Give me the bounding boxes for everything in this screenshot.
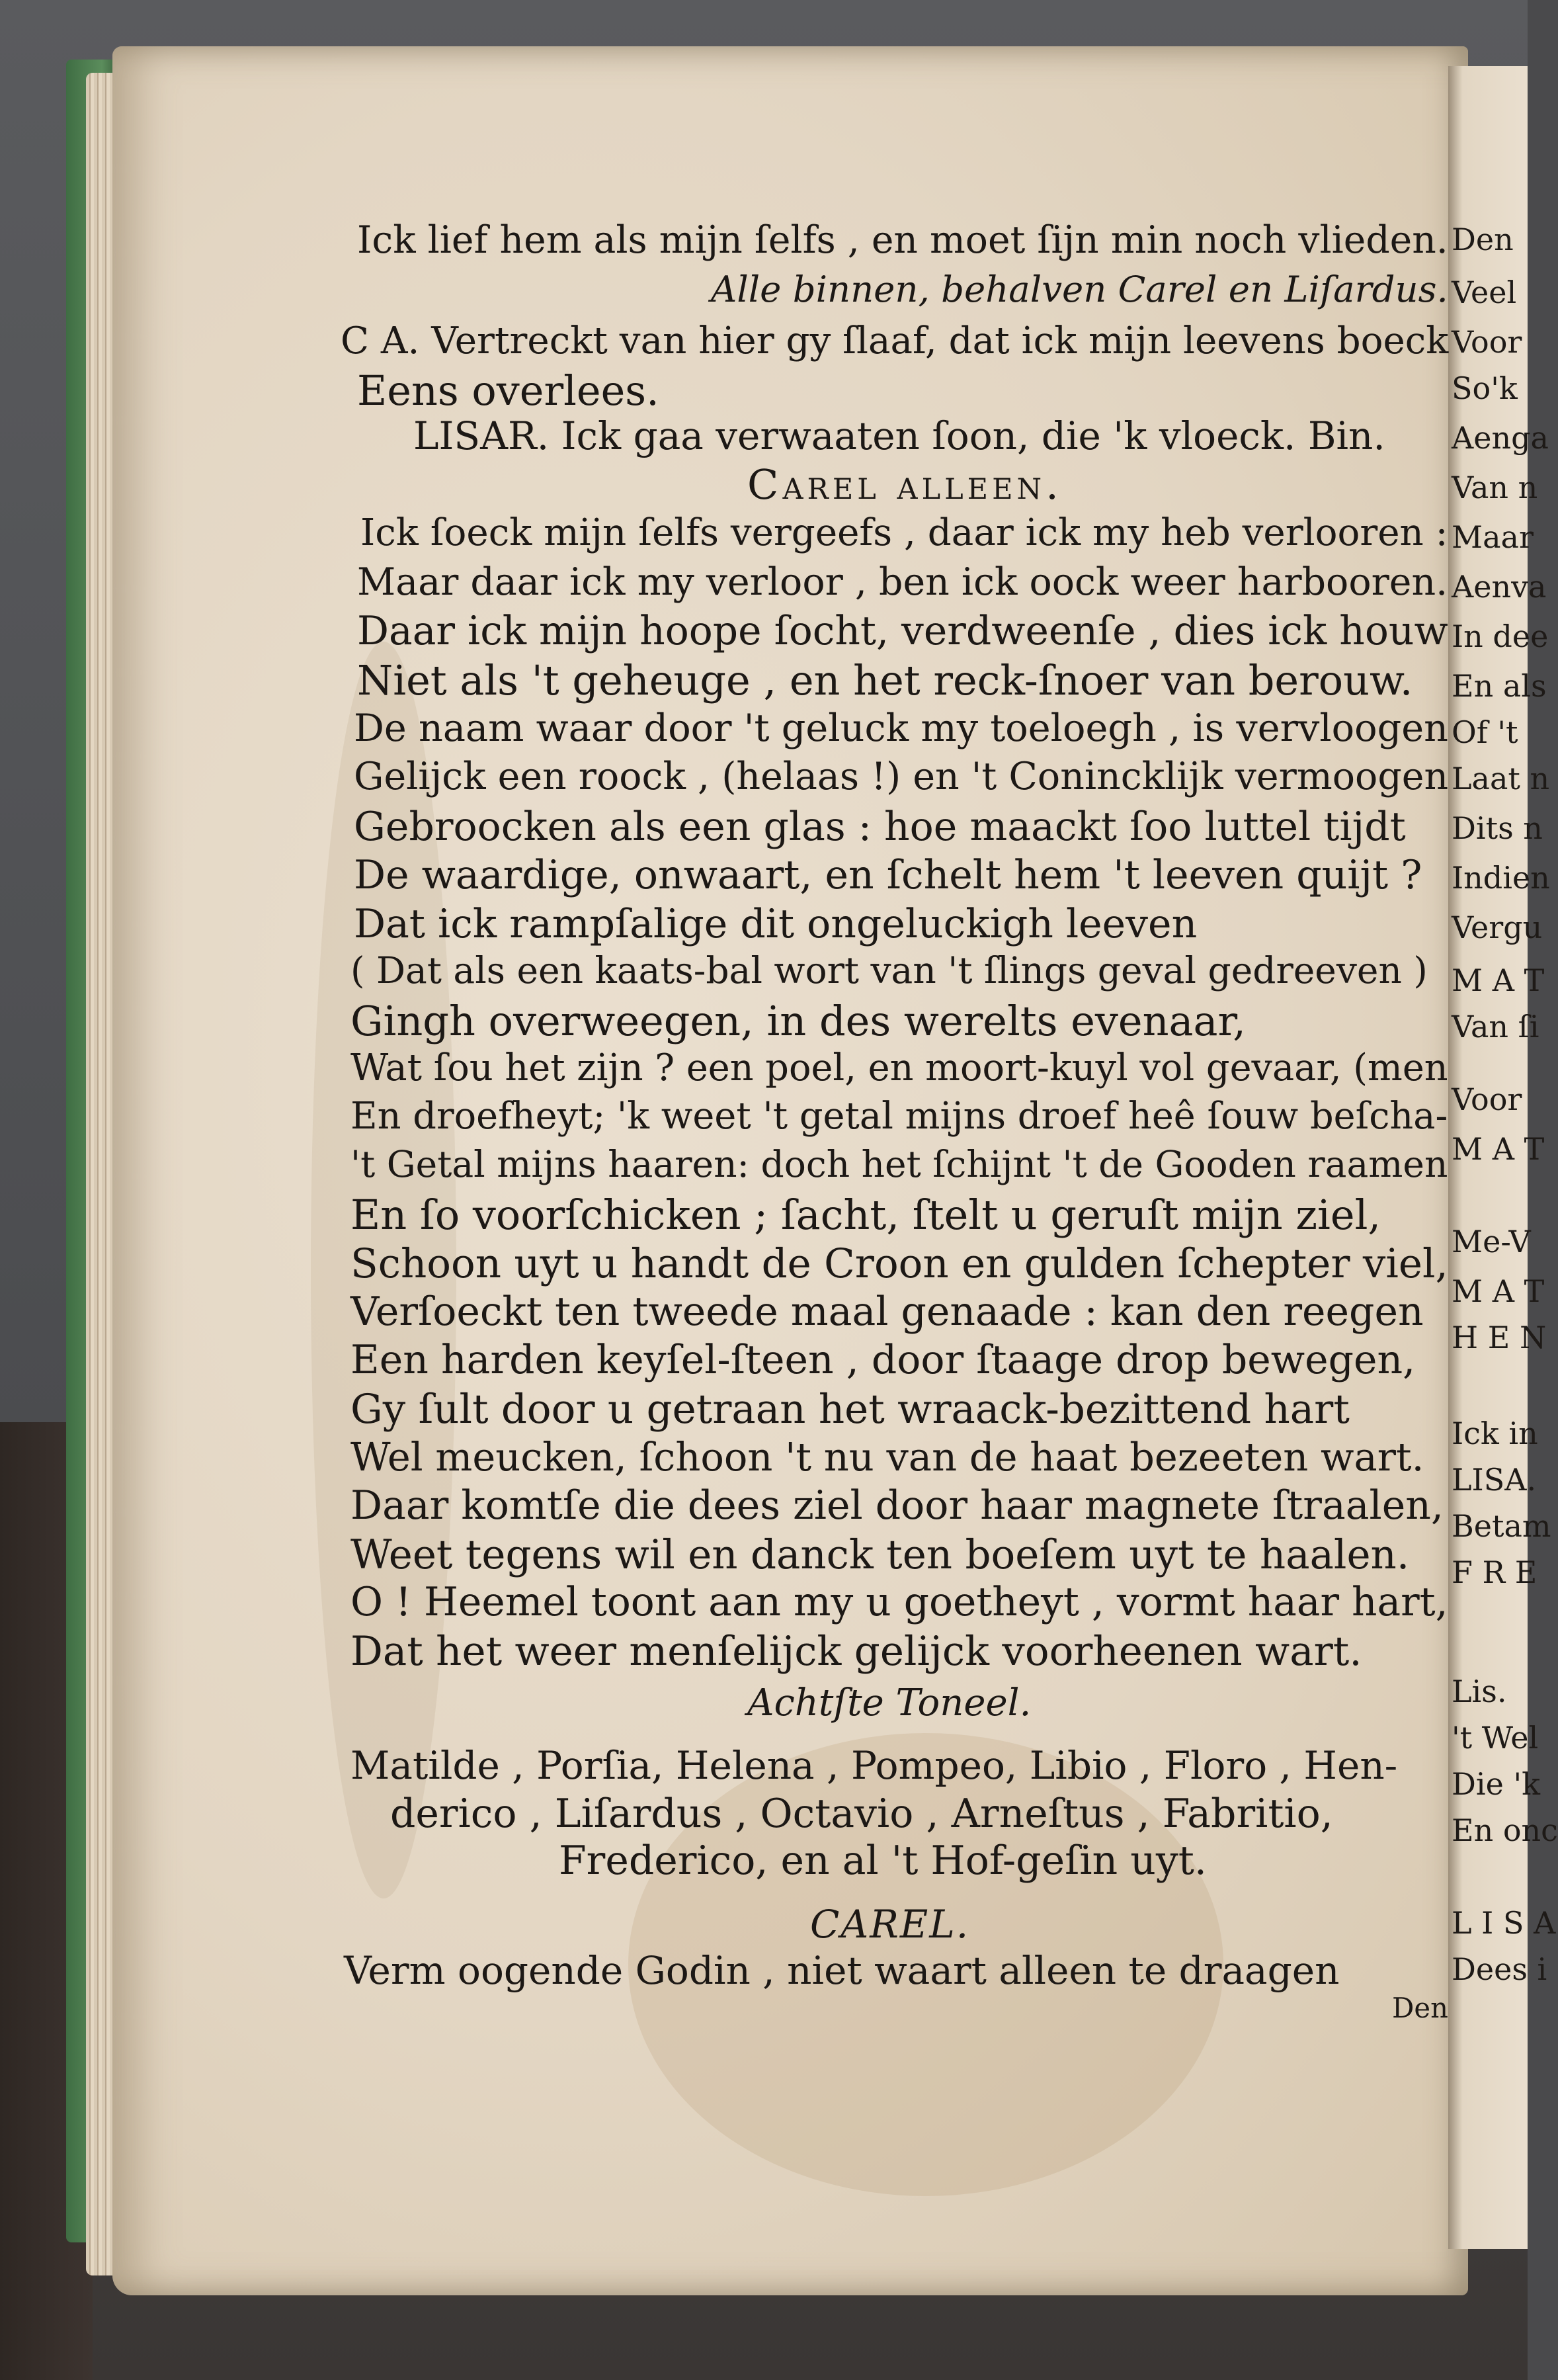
- facing-line: Aenga: [1452, 420, 1549, 456]
- verse-line: Weet tegens wil en danck ten boeſem uyt te haalen.: [350, 1531, 1410, 1578]
- verse-line: Dat ick rampſalige dit ongeluckigh leeven: [354, 901, 1198, 947]
- scene-heading: Carel alleen.: [747, 460, 1063, 509]
- verse-line: ( Dat als een kaats-bal wort van 't ſlings geval gedreeven ): [350, 949, 1428, 992]
- verse-line: Gingh overweegen, in des werelts evenaar,: [350, 997, 1247, 1045]
- verse-line: En droefheyt; 'k weet 't getal mijns droef heê ſouw beſcha-: [350, 1095, 1448, 1138]
- facing-line: Van ſi: [1452, 1009, 1539, 1044]
- facing-line: Die 'k: [1452, 1766, 1540, 1802]
- cast-line: derico , Liſardus , Octavio , Arneſtus , Fabritio,: [390, 1791, 1333, 1837]
- verse-line: Dat het weer menſelijck gelijck voorheenen wart.: [350, 1628, 1362, 1675]
- verse-line: C A. Vertreckt van hier gy ſlaaf, dat ick mijn leevens boeck: [341, 319, 1449, 362]
- facing-line: Lis.: [1452, 1674, 1507, 1709]
- facing-line: L I S A: [1452, 1905, 1556, 1941]
- catchword: Den: [1392, 1992, 1448, 2024]
- facing-line: F R E: [1452, 1554, 1538, 1590]
- facing-line: En onc: [1452, 1812, 1558, 1848]
- facing-line: Dees i: [1452, 1951, 1547, 1987]
- verse-line: Ick ſoeck mijn ſelfs vergeefs , daar ick my heb verlooren :: [360, 511, 1448, 554]
- facing-line: Van n: [1452, 470, 1538, 505]
- facing-line: 't Wel: [1452, 1720, 1539, 1756]
- facing-line: Maar: [1452, 519, 1534, 555]
- cast-line: Matilde , Porſia, Helena , Pompeo, Libio , Floro , Hen-: [350, 1743, 1398, 1788]
- facing-line: Indien: [1452, 860, 1550, 896]
- facing-line: Veel: [1452, 275, 1517, 310]
- verse-line: Daar ick mijn hoope ſocht, verdweenſe , dies ick houw: [357, 608, 1448, 654]
- speaker-heading: CAREL.: [810, 1902, 970, 1947]
- verse-line: Verm oogende Godin , niet waart alleen te draagen: [344, 1948, 1340, 1993]
- facing-line: LISA.: [1452, 1462, 1537, 1498]
- cast-line: Frederico, en al 't Hof-geſin uyt.: [559, 1838, 1207, 1884]
- verse-line: Eens overlees.: [357, 366, 659, 415]
- facing-line: Laat n: [1452, 761, 1550, 796]
- scene-title: Achtſte Toneel.: [747, 1681, 1032, 1724]
- facing-line: Dits n: [1452, 810, 1543, 846]
- facing-line: M A T: [1452, 1131, 1545, 1167]
- facing-line: In dee: [1452, 618, 1549, 654]
- verse-line: Wat ſou het zijn ? een poel, en moort-kuyl vol gevaar, (men: [350, 1046, 1448, 1089]
- facing-line: Vergu: [1452, 910, 1543, 945]
- facing-line: M A T: [1452, 962, 1545, 998]
- facing-line: En als: [1452, 668, 1547, 704]
- verse-line: Ick lief hem als mijn ſelfs , en moet ſijn min noch vlieden.: [357, 218, 1448, 262]
- facing-line: M A T: [1452, 1273, 1545, 1309]
- facing-line: Of 't: [1452, 714, 1518, 750]
- verse-line: Een harden keyſel-ſteen , door ſtaage drop bewegen,: [350, 1337, 1416, 1383]
- verse-line: De waardige, onwaart, en ſchelt hem 't leeven quijt ?: [354, 852, 1422, 898]
- verse-line: O ! Heemel toont aan my u goetheyt , vormt haar hart,: [350, 1580, 1448, 1625]
- verse-line: Verſoeckt ten tweede maal genaade : kan den reegen: [350, 1289, 1424, 1335]
- verse-line: De naam waar door 't geluck my toeloegh , is vervloogen: [354, 706, 1449, 750]
- facing-line: Aenva: [1452, 569, 1547, 605]
- facing-line: Voor: [1452, 1082, 1522, 1117]
- verse-line: Wel meucken, ſchoon 't nu van de haat bezeeten wart.: [350, 1434, 1424, 1480]
- verse-line: Gelijck een roock , (helaas !) en 't Conincklijk vermoogen: [354, 755, 1449, 798]
- stage-direction: Alle binnen, behalven Carel en Liſardus.: [711, 268, 1448, 310]
- facing-line: H E N: [1452, 1320, 1547, 1355]
- facing-line: Betam: [1452, 1508, 1551, 1544]
- facing-line: So'k: [1452, 370, 1518, 406]
- verse-line: Daar komtſe die dees ziel door haar magnete ſtraalen,: [350, 1482, 1444, 1529]
- facing-line: Voor: [1452, 324, 1522, 360]
- facing-line: Me-V: [1452, 1224, 1531, 1259]
- facing-line: Den: [1452, 222, 1514, 257]
- verse-line: Gy ſult door u getraan het wraack-bezittend hart: [350, 1386, 1350, 1433]
- verse-line: En ſo voorſchicken ; ſacht, ſtelt u geruſt mijn ziel,: [350, 1191, 1381, 1239]
- speaker-line: LISAR. Ick gaa verwaaten ſoon, die 'k vloeck. Bin.: [413, 413, 1385, 458]
- verse-line: Niet als 't geheuge , en het reck-ſnoer van berouw.: [357, 656, 1413, 704]
- facing-line: Ick in: [1452, 1416, 1538, 1451]
- verse-line: Gebroocken als een glas : hoe maackt ſoo luttel tijdt: [354, 804, 1406, 850]
- verse-line: Schoon uyt u handt de Croon en gulden ſchepter viel,: [350, 1240, 1448, 1287]
- verse-line: 't Getal mijns haaren: doch het ſchijnt 't de Gooden raamen: [350, 1143, 1448, 1185]
- verse-line: Maar daar ick my verloor , ben ick oock weer harbooren.: [357, 560, 1448, 604]
